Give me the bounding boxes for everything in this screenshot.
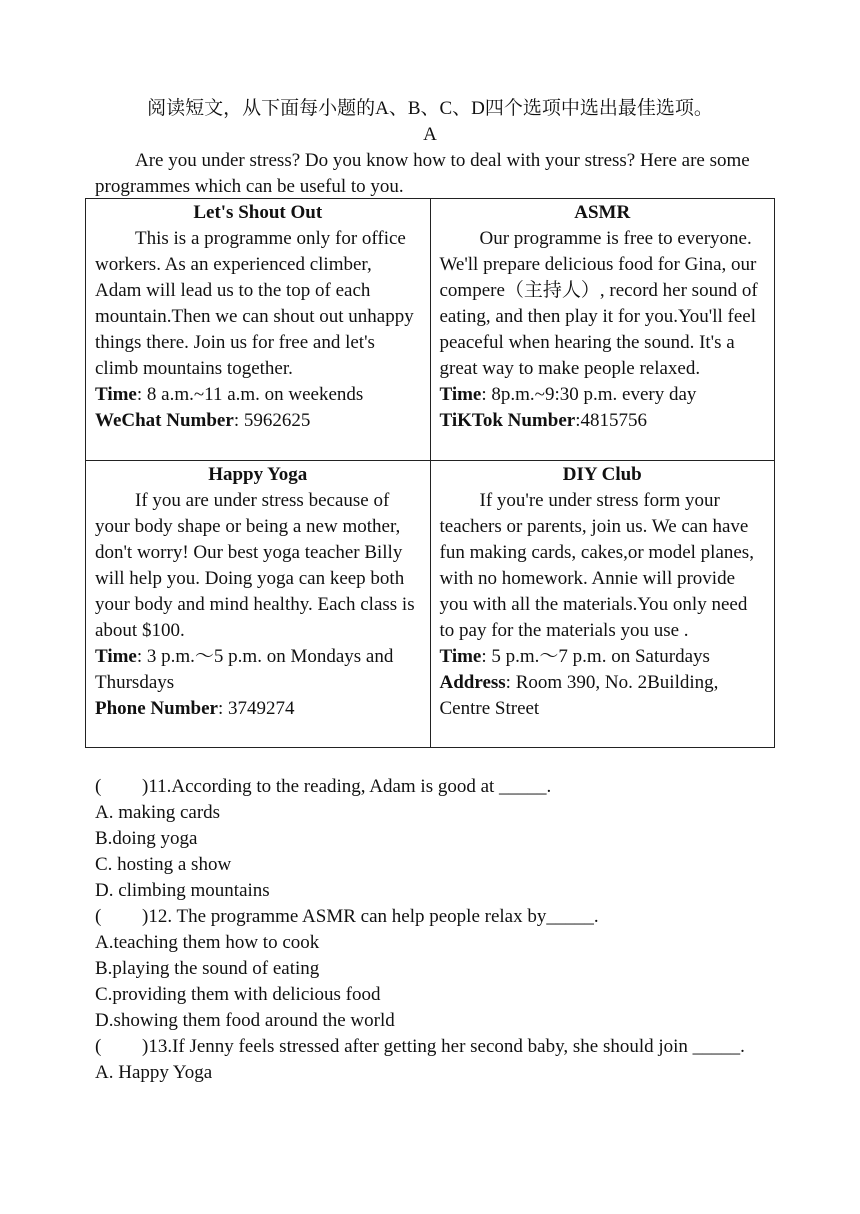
detail-value: 5962625 [243,410,311,431]
programmes-table [85,198,775,748]
detail-value: Room 390, No. 2Building, Centre Street [439,672,719,719]
option-a: A. making cards [95,802,221,823]
intro-paragraph [95,148,775,200]
option-b: B.playing the sound of eating [95,958,320,979]
programme-title: DIY Club [562,464,642,485]
programme-description: If you're under stress form your teachers or parents, join us. We can have fun making cards, cakes,or model planes, with no homework. Annie will provide you with all the materials.You only need to pay for the materials you use . [439,490,754,641]
programme-detail: Time: 5 p.m.～7 p.m. on Saturdays [439,646,710,667]
question-stem: ( )12. The programme ASMR can help people relax by_____. [95,904,775,930]
detail-label: WeChat Number [95,410,234,431]
detail-label: Time [439,384,482,405]
programme-detail: Phone Number: 3749274 [95,698,295,719]
option-c: C. hosting a show [95,854,232,875]
detail-label: Time [95,384,137,405]
answer-blank: ( [95,1036,102,1057]
option-d: D.showing them food around the world [95,1010,395,1031]
option-d: D. climbing mountains [95,880,270,901]
detail-label: TiKTok Number [439,410,576,431]
question-stem: ( )11.According to the reading, Adam is good at _____. [95,774,775,800]
programme-detail: Time: 8p.m.~9:30 p.m. every day [439,384,697,405]
programme-cell-asmr [430,199,775,461]
programme-detail: Address: Room 390, No. 2Building, Centre Street [439,672,719,719]
detail-value: 8p.m.~9:30 p.m. every day [491,384,697,405]
option-b: B.doing yoga [95,828,198,849]
detail-value: 5 p.m.～7 p.m. on Saturdays [491,646,710,667]
answer-blank: ( [95,776,102,797]
answer-blank: ( [95,906,102,927]
programme-title: Happy Yoga [208,464,308,485]
option-c: C.providing them with delicious food [95,984,381,1005]
intro-text: Are you under stress? Do you know how to deal with your stress? Here are some programmes which can be useful to you. [95,150,750,197]
programme-cell-happy-yoga [86,461,431,748]
question-13 [95,1034,775,1086]
detail-label: Time [95,646,137,667]
programme-title: ASMR [574,202,631,223]
detail-label: Time [439,646,482,667]
programme-detail: Time: 3 p.m.～5 p.m. on Mondays and Thursdays [95,646,394,693]
detail-value: 3749274 [228,698,295,719]
question-12 [95,904,775,1034]
option-a: A.teaching them how to cook [95,932,320,953]
detail-value: 8 a.m.~11 a.m. on weekends [146,384,364,405]
programme-detail: Time: 8 a.m.~11 a.m. on weekends [95,384,364,405]
programme-description: If you are under stress because of your body shape or being a new mother, don't worry! Our best yoga teacher Billy will help you. Doing yoga can keep both your body and mind healthy. Each class is about $100. [95,490,415,641]
question-stem: ( )13.If Jenny feels stressed after getting her second baby, she should join _____. [95,1034,775,1060]
instructions: 阅读短文，从下面每小题的A、B、C、D四个选项中选出最佳选项。 [147,98,713,119]
option-a: A. Happy Yoga [95,1062,213,1083]
programme-cell-diy-club [430,461,775,748]
detail-value: 3 p.m.～5 p.m. on Mondays and Thursdays [95,646,394,693]
programme-detail: WeChat Number: 5962625 [95,410,311,431]
detail-value: 4815756 [580,410,647,431]
detail-label: Address [439,672,506,693]
programme-cell-lets-shout-out [86,199,431,461]
programme-detail: TiKTok Number:4815756 [439,410,647,431]
questions-section [95,774,775,1086]
passage-label: A [423,124,437,145]
programme-description: This is a programme only for office workers. As an experienced climber, Adam will lead us to the top of each mountain.Then we can shout out unhappy things there. Join us for free and let's climb mountains together. [95,228,414,379]
programme-description: Our programme is free to everyone. We'll prepare delicious food for Gina, our compere（主持人）, record her sound of eating, and then play it for you.You'll feel peaceful when hearing the sound. It's a great way to make people relaxed. [439,228,758,379]
detail-label: Phone Number [95,698,218,719]
programme-title: Let's Shout Out [193,202,323,223]
question-11 [95,774,775,904]
